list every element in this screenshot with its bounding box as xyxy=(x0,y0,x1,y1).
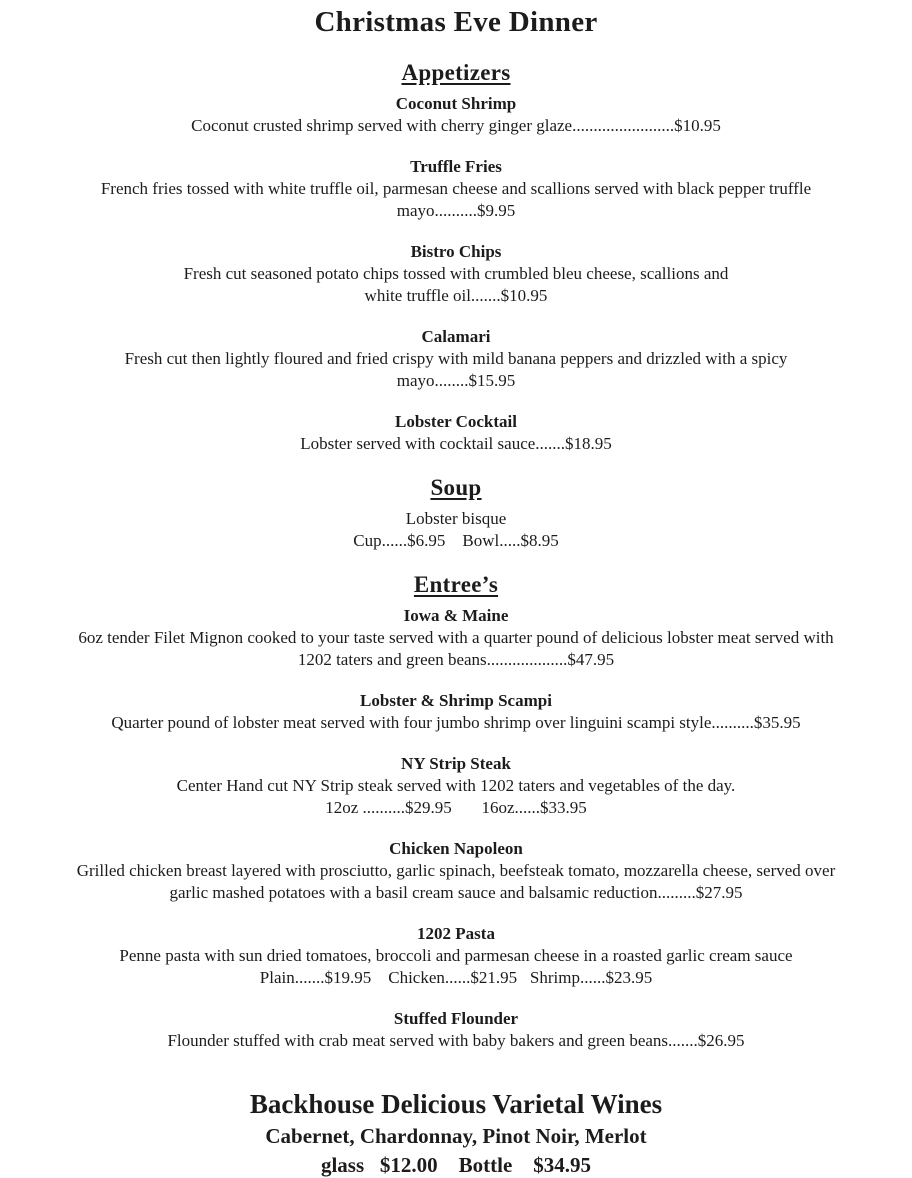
item-desc-line: garlic mashed potatoes with a basil cream sauce and balsamic reduction.........$27.95 xyxy=(169,883,743,902)
item-name: Coconut Shrimp xyxy=(395,94,517,113)
item-desc-line: Cup......$6.95 Bowl.....$8.95 xyxy=(353,531,559,550)
wine-footer xyxy=(0,1088,912,1178)
menu-item xyxy=(0,690,912,734)
section-heading-appetizers: Appetizers xyxy=(401,60,511,85)
item-name: Bistro Chips xyxy=(410,242,502,261)
item-desc-line: white truffle oil.......$10.95 xyxy=(364,286,548,305)
item-name: Lobster & Shrimp Scampi xyxy=(360,691,552,710)
item-desc-line: Center Hand cut NY Strip steak served with 1202 taters and vegetables of the day. xyxy=(176,776,736,795)
menu-item xyxy=(0,1008,912,1052)
item-desc-line: mayo........$15.95 xyxy=(396,371,516,390)
menu-item xyxy=(0,326,912,392)
page-title: Christmas Eve Dinner xyxy=(314,6,598,38)
item-desc-line: Fresh cut then lightly floured and fried crispy with mild banana peppers and drizzled with a spicy xyxy=(124,349,788,368)
item-desc-line: Plain.......$19.95 Chicken......$21.95 Shrimp......$23.95 xyxy=(259,968,653,987)
item-desc-line: French fries tossed with white truffle oil, parmesan cheese and scallions served with black pepper truffle xyxy=(100,179,812,198)
item-name: Stuffed Flounder xyxy=(393,1009,519,1028)
item-desc-line: Fresh cut seasoned potato chips tossed with crumbled bleu cheese, scallions and xyxy=(183,264,729,283)
menu-item xyxy=(0,923,912,989)
item-desc-line: Coconut crusted shrimp served with cherry ginger glaze........................$10.95 xyxy=(191,116,721,135)
wine-prices: glass $12.00 Bottle $34.95 xyxy=(320,1153,592,1177)
item-desc-line: Flounder stuffed with crab meat served with baby bakers and green beans.......$26.95 xyxy=(167,1031,745,1050)
menu-sections xyxy=(0,59,912,1052)
item-desc-line: Penne pasta with sun dried tomatoes, broccoli and parmesan cheese in a roasted garlic cream sauce xyxy=(119,946,793,965)
item-name: Lobster Cocktail xyxy=(395,412,517,431)
item-desc-line: 6oz tender Filet Mignon cooked to your taste served with a quarter pound of delicious lobster meat served with xyxy=(78,628,834,647)
menu-item xyxy=(0,508,912,552)
item-name: Truffle Fries xyxy=(410,157,502,176)
wine-varietals: Cabernet, Chardonnay, Pinot Noir, Merlot xyxy=(265,1124,647,1148)
item-desc-line: Grilled chicken breast layered with prosciutto, garlic spinach, beefsteak tomato, mozzarella cheese, served over xyxy=(76,861,836,880)
menu-item xyxy=(0,605,912,671)
item-name: 1202 Pasta xyxy=(417,924,495,943)
section-heading-entrees: Entree’s xyxy=(413,572,499,597)
item-desc-line: 1202 taters and green beans...................$47.95 xyxy=(297,650,615,669)
menu-item xyxy=(0,753,912,819)
item-desc-line: mayo..........$9.95 xyxy=(396,201,516,220)
wine-title: Backhouse Delicious Varietal Wines xyxy=(249,1089,663,1119)
item-desc-line: 12oz ..........$29.95 16oz......$33.95 xyxy=(325,798,587,817)
section-heading-soup: Soup xyxy=(430,475,482,500)
menu-item xyxy=(0,411,912,455)
item-desc-line: Lobster bisque xyxy=(405,509,507,528)
menu-item xyxy=(0,838,912,904)
item-desc-line: Lobster served with cocktail sauce.......$18.95 xyxy=(300,434,612,453)
item-desc-line: Quarter pound of lobster meat served with four jumbo shrimp over linguini scampi style..........$35.95 xyxy=(111,713,801,732)
menu-item xyxy=(0,241,912,307)
menu-item xyxy=(0,156,912,222)
item-name: Chicken Napoleon xyxy=(389,839,523,858)
item-name: Iowa & Maine xyxy=(403,606,509,625)
menu-item xyxy=(0,93,912,137)
item-name: Calamari xyxy=(421,327,491,346)
item-name: NY Strip Steak xyxy=(401,754,511,773)
